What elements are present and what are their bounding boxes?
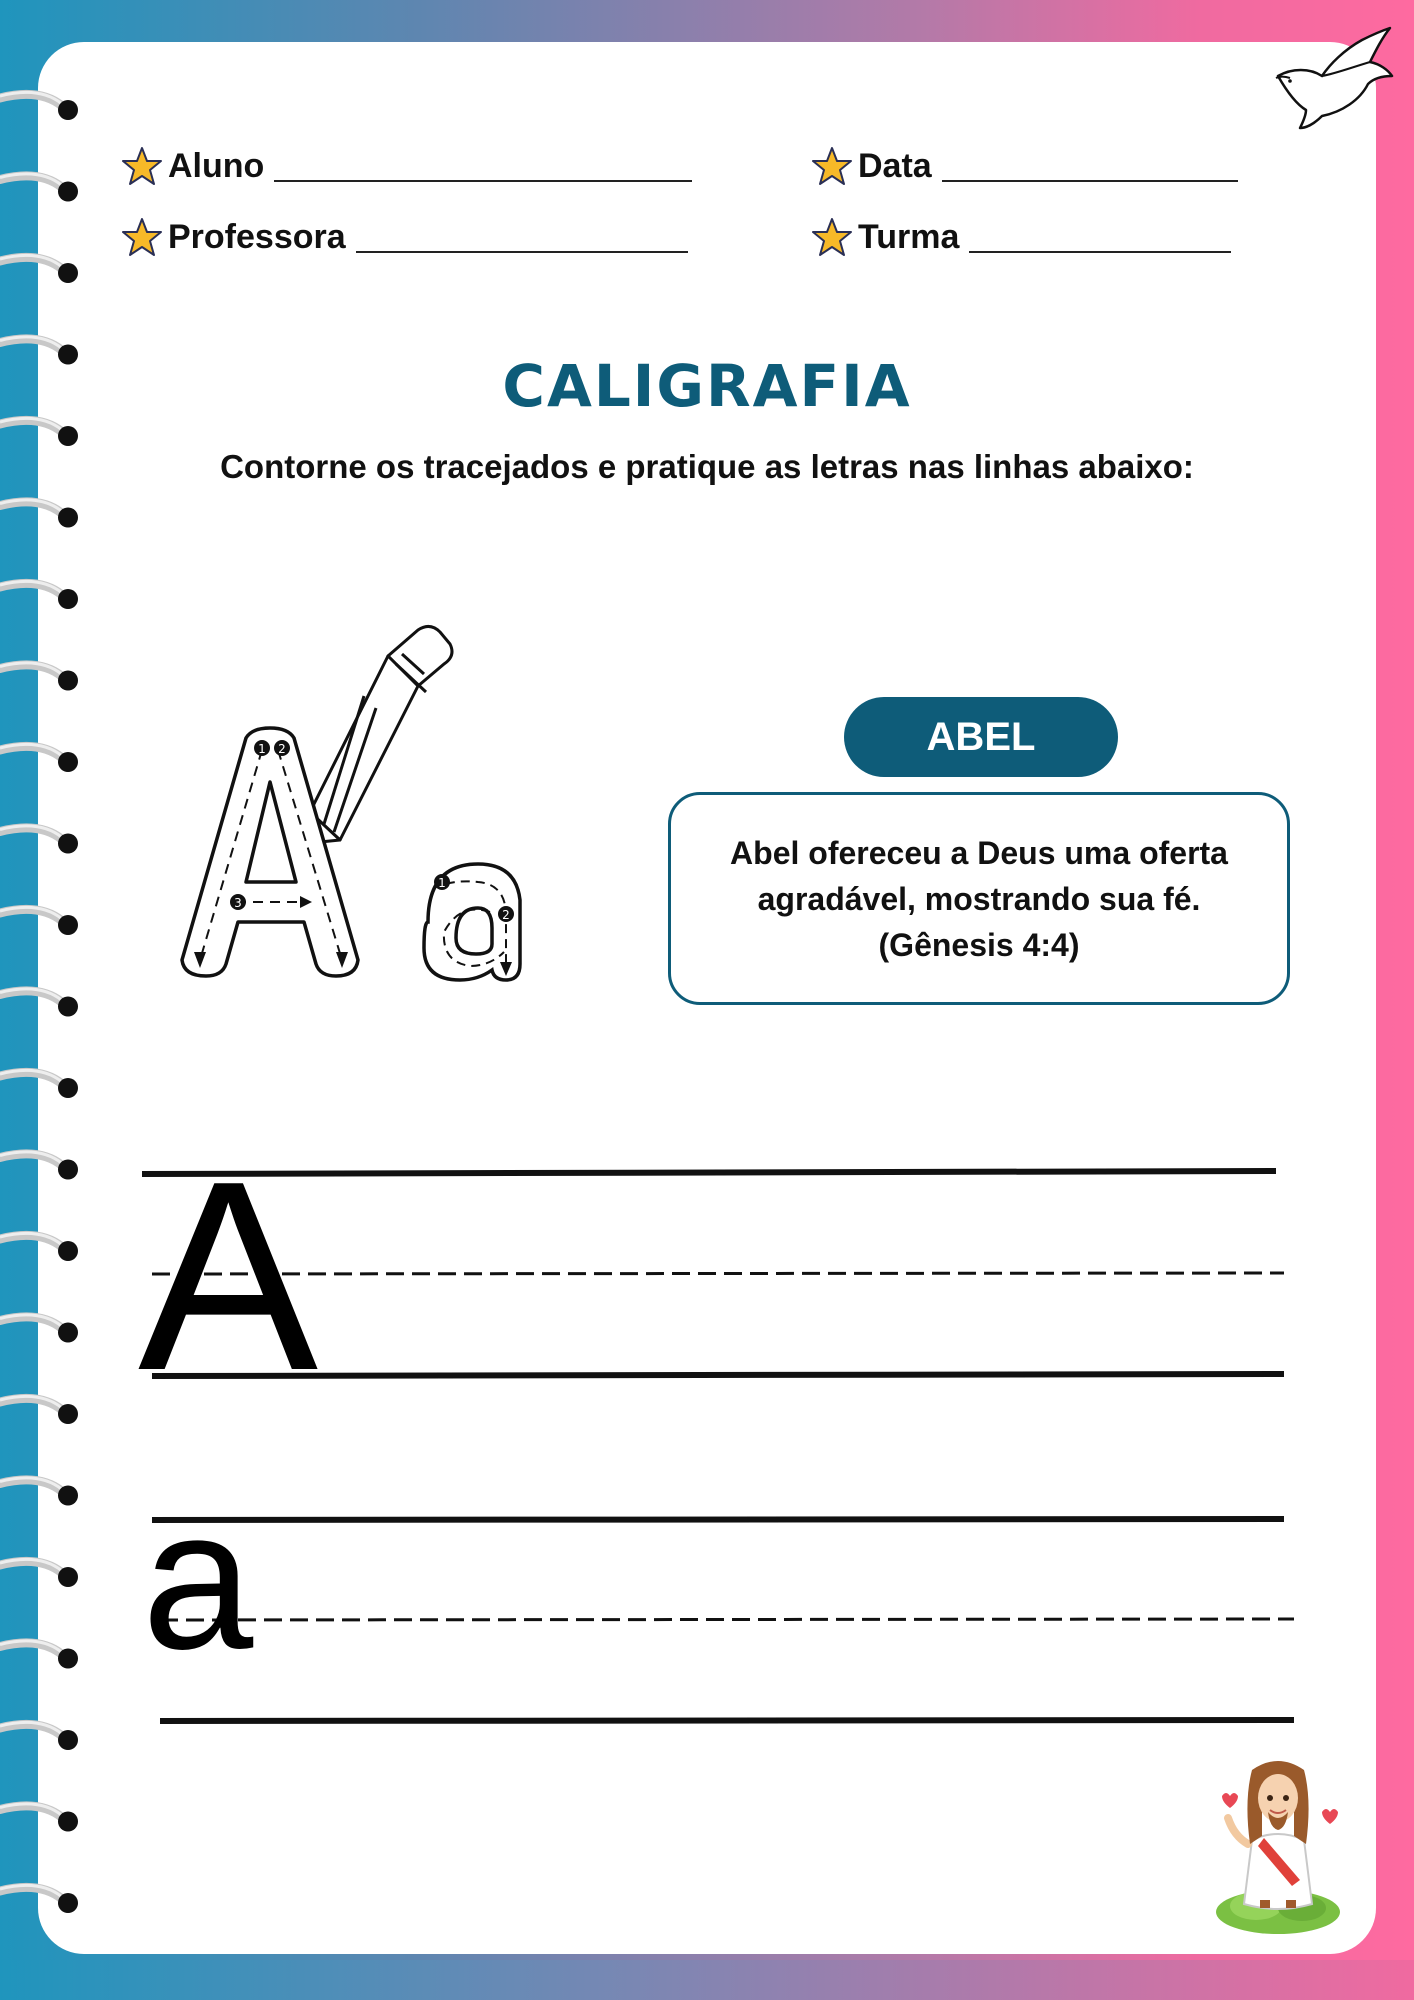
data-line[interactable] bbox=[942, 150, 1238, 182]
field-data[interactable] bbox=[812, 146, 1238, 186]
stroke-number: 1 bbox=[258, 742, 266, 756]
binding-ring bbox=[0, 174, 78, 202]
tracing-illustration bbox=[160, 612, 580, 992]
verse-box bbox=[668, 792, 1290, 1005]
binding-ring bbox=[0, 907, 78, 935]
writing-line-top[interactable] bbox=[152, 1519, 1284, 1520]
page-title: CALIGRAFIA bbox=[502, 352, 912, 420]
verse-line-1: Abel ofereceu a Deus uma oferta bbox=[730, 834, 1228, 871]
writing-line-mid-dashed[interactable] bbox=[160, 1619, 1294, 1620]
professora-line[interactable] bbox=[356, 221, 688, 253]
bottom-band bbox=[0, 1960, 1414, 2000]
field-professora[interactable] bbox=[122, 217, 688, 257]
model-letter-uppercase: A bbox=[138, 1126, 319, 1427]
binding-ring bbox=[0, 1070, 78, 1098]
writing-line-mid-dashed[interactable] bbox=[152, 1273, 1284, 1274]
field-label-aluno: Aluno bbox=[168, 146, 265, 185]
stroke-number: 1 bbox=[438, 876, 446, 890]
turma-line[interactable] bbox=[969, 221, 1231, 253]
writing-line-base[interactable] bbox=[160, 1720, 1294, 1721]
verse-line-2: agradável, mostrando sua fé. bbox=[757, 880, 1201, 917]
binding-ring bbox=[0, 826, 78, 854]
star-icon bbox=[812, 146, 852, 186]
stroke-number: 2 bbox=[278, 742, 286, 756]
binding-ring bbox=[0, 92, 78, 120]
traceable-letter-uppercase bbox=[182, 728, 358, 976]
field-aluno[interactable] bbox=[122, 146, 692, 186]
character-name: ABEL bbox=[926, 714, 1036, 759]
writing-line-base[interactable] bbox=[152, 1374, 1284, 1376]
binding-ring bbox=[0, 255, 78, 283]
dove-icon bbox=[1270, 24, 1394, 132]
binding-ring bbox=[0, 1885, 78, 1913]
field-label-data: Data bbox=[858, 146, 932, 185]
aluno-line[interactable] bbox=[274, 150, 692, 182]
binding-ring bbox=[0, 663, 78, 691]
stroke-number: 2 bbox=[502, 908, 510, 922]
character-name-badge bbox=[844, 697, 1118, 777]
binding-ring bbox=[0, 989, 78, 1017]
binding-ring bbox=[0, 1804, 78, 1832]
pencil-icon bbox=[300, 626, 452, 844]
star-icon bbox=[122, 217, 162, 257]
field-label-turma: Turma bbox=[858, 217, 960, 256]
field-label-professora: Professora bbox=[168, 217, 346, 256]
star-icon bbox=[812, 217, 852, 257]
jesus-illustration bbox=[1208, 1748, 1348, 1938]
binding-ring bbox=[0, 500, 78, 528]
traceable-letter-lowercase bbox=[424, 864, 520, 980]
stroke-number: 3 bbox=[234, 896, 242, 910]
field-turma[interactable] bbox=[812, 217, 1231, 257]
instruction-text: Contorne os tracejados e pratique as letras nas linhas abaixo: bbox=[220, 448, 1194, 485]
verse-reference: (Gênesis 4:4) bbox=[878, 926, 1080, 963]
binding-ring bbox=[0, 418, 78, 446]
binding-ring bbox=[0, 744, 78, 772]
binding-ring bbox=[0, 581, 78, 609]
star-icon bbox=[122, 146, 162, 186]
model-letter-lowercase: a bbox=[142, 1468, 254, 1691]
